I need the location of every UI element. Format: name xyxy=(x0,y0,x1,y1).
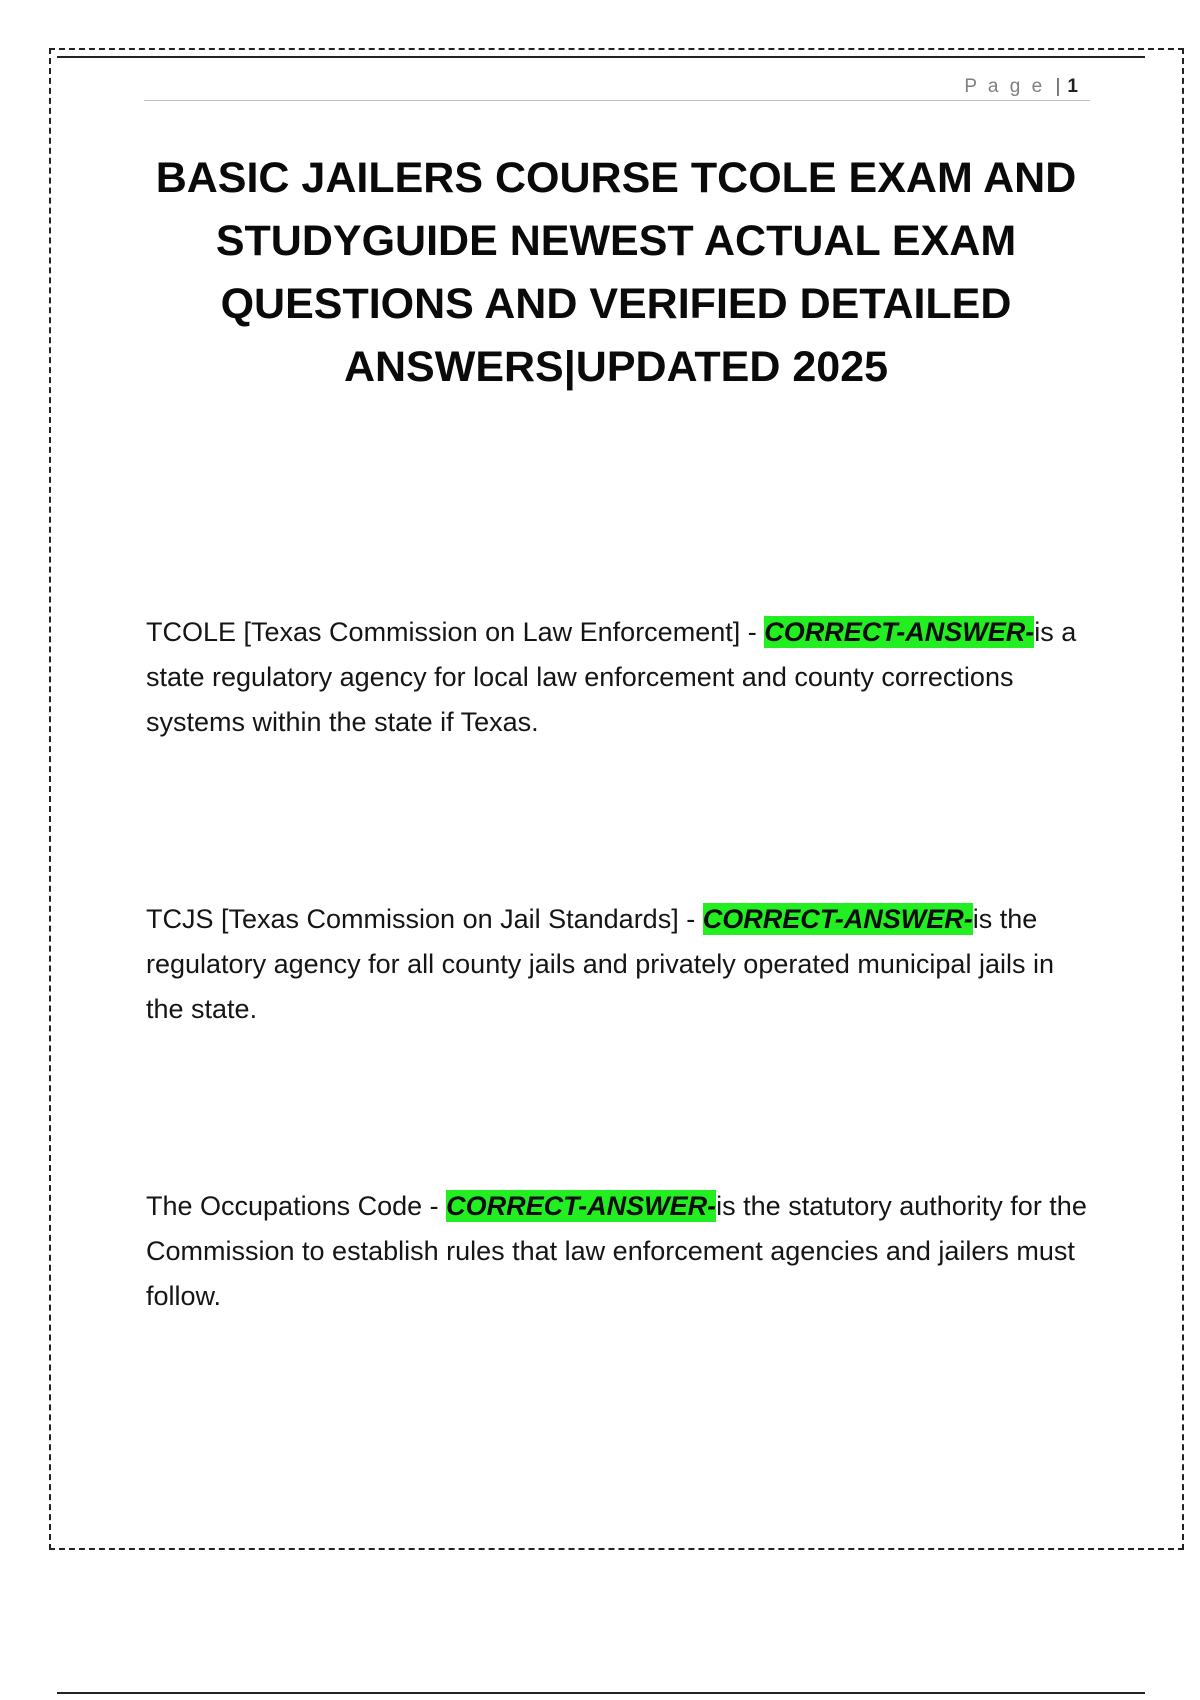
qa-term: TCJS [Texas Commission on Jail Standards] - xyxy=(146,904,703,934)
header-rule xyxy=(144,100,1090,101)
page-label: P a g e xyxy=(964,76,1046,97)
qa-answer: is the regulatory agency for all county jails and privately operated municipal jails in the state. xyxy=(146,904,1054,1024)
qa-item xyxy=(146,1184,1091,1319)
qa-term: The Occupations Code - xyxy=(146,1191,447,1221)
correct-answer-marker: CORRECT-ANSWER- xyxy=(702,904,973,934)
document-title: BASIC JAILERS COURSE TCOLE EXAM AND STUDYGUIDE NEWEST ACTUAL EXAM QUESTIONS AND VERIFIED DETAILED ANSWERS|UPDATED 2025 xyxy=(155,154,1077,391)
qa-answer: is a state regulatory agency for local law enforcement and county corrections systems within the state if Texas. xyxy=(146,617,1077,737)
qa-term: TCOLE [Texas Commission on Law Enforcement] - xyxy=(146,617,765,647)
correct-answer-marker: CORRECT-ANSWER- xyxy=(446,1191,717,1221)
bottom-rule xyxy=(57,1692,1145,1694)
page-number: 1 xyxy=(1067,76,1078,97)
qa-item xyxy=(146,610,1091,745)
qa-item xyxy=(146,897,1091,1032)
page-number-header xyxy=(964,76,1078,98)
page-separator: | xyxy=(1055,76,1064,97)
correct-answer-marker: CORRECT-ANSWER- xyxy=(764,617,1035,647)
qa-answer: is the statutory authority for the Commission to establish rules that law enforcement agencies and jailers must follow. xyxy=(146,1191,1087,1311)
